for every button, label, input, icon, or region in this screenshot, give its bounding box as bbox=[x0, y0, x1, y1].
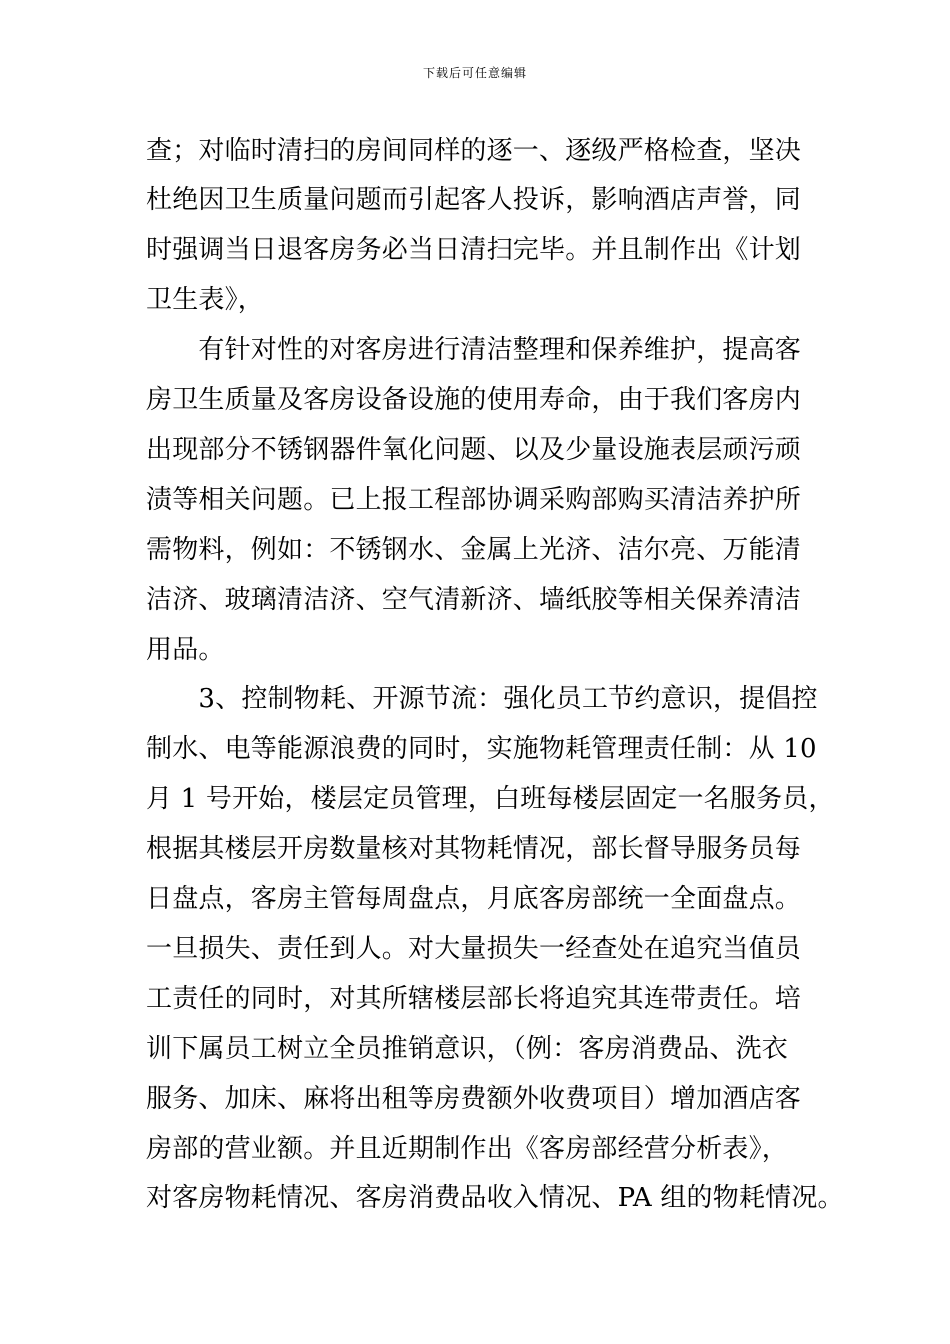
text-line: 一旦损失、责任到人。对大量损失一经查处在追究当值员 bbox=[146, 934, 802, 964]
text-line: 杜绝因卫生质量问题而引起客人投诉，影响酒店声誉，同 bbox=[146, 185, 802, 215]
text-line: 对客房物耗情况、客房消费品收入情况、PA 组的物耗情况。 bbox=[146, 1183, 844, 1213]
text-line: 制水、电等能源浪费的同时，实施物耗管理责任制：从 10 bbox=[146, 734, 817, 764]
text-line: 工责任的同时，对其所辖楼层部长将追究其连带责任。培 bbox=[146, 984, 802, 1014]
text-line: 月 1 号开始，楼层定员管理，白班每楼层固定一名服务员， bbox=[146, 784, 835, 814]
text-line: 需物料，例如：不锈钢水、金属上光济、洁尔亮、万能清 bbox=[146, 535, 802, 565]
page-header: 下载后可任意编辑 bbox=[422, 66, 527, 80]
text-line: 日盘点，客房主管每周盘点，月底客房部统一全面盘点。 bbox=[146, 884, 802, 914]
text-line: 训下属员工树立全员推销意识，（例：客房消费品、洗衣 bbox=[146, 1034, 789, 1064]
text-line: 用品。 bbox=[146, 635, 225, 665]
text-line: 根据其楼层开房数量核对其物耗情况，部长督导服务员每 bbox=[146, 834, 802, 864]
text-line: 房部的营业额。并且近期制作出《客房部经营分析表》， bbox=[146, 1134, 789, 1164]
text-line: 时强调当日退客房务必当日清扫完毕。并且制作出《计划 bbox=[146, 235, 802, 265]
text-line: 出现部分不锈钢器件氧化问题、以及少量设施表层顽污顽 bbox=[146, 435, 802, 465]
text-line: 有针对性的对客房进行清洁整理和保养维护，提高客 bbox=[146, 335, 802, 365]
text-line: 房卫生质量及客房设备设施的使用寿命，由于我们客房内 bbox=[146, 385, 802, 415]
text-line: 3、控制物耗、开源节流：强化员工节约意识，提倡控 bbox=[146, 684, 818, 714]
text-line: 服务、加床、麻将出租等房费额外收费项目）增加酒店客 bbox=[146, 1084, 802, 1114]
text-line: 卫生表》， bbox=[146, 285, 265, 315]
text-line: 查；对临时清扫的房间同样的逐一、逐级严格检查，坚决 bbox=[146, 136, 802, 166]
text-line: 洁济、玻璃清洁济、空气清新济、墙纸胶等相关保养清洁 bbox=[146, 585, 802, 615]
text-line: 渍等相关问题。已上报工程部协调采购部购买清洁养护所 bbox=[146, 485, 802, 515]
